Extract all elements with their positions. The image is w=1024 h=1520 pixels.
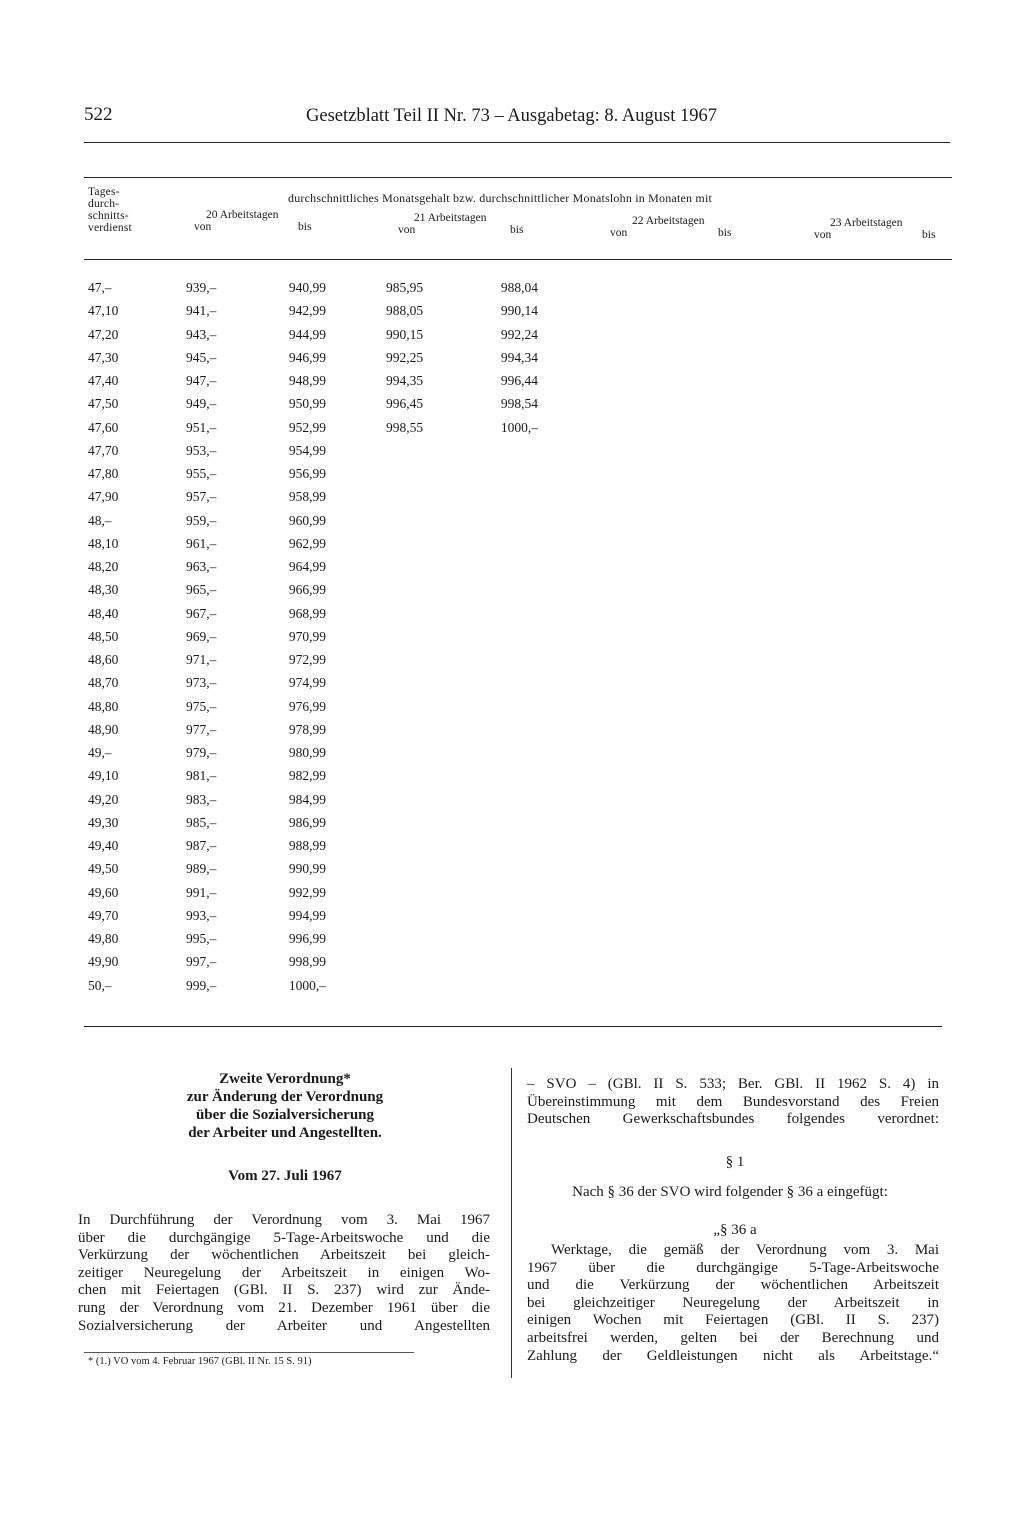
table-cell: 966,99 — [288, 582, 326, 598]
table-cell: 953,– — [186, 442, 217, 458]
table-cell: 942,99 — [288, 303, 326, 319]
table-cell: 48,70 — [88, 675, 119, 691]
table-row — [0, 768, 1024, 788]
table-cell: 47,– — [88, 280, 112, 295]
table-row — [0, 954, 1024, 974]
page-number: 522 — [84, 104, 113, 125]
text-line: – SVO – (GBl. II S. 533; Ber. GBl. II 1962 S. 4) in — [527, 1076, 939, 1092]
group-label-21: 21 Arbeitstagen — [414, 212, 487, 224]
text-line: Werktage, die gemäß der Verordnung vom 3. Mai — [551, 1242, 939, 1258]
table-cell: 984,99 — [288, 791, 326, 807]
text-line: zeitiger Neuregelung der Arbeitszeit in einigen Wo- — [78, 1264, 490, 1281]
table-cell: 948,99 — [288, 373, 326, 388]
table-row — [0, 792, 1024, 812]
table-row — [0, 722, 1024, 742]
text-line: In Durchführung der Verordnung vom 3. Mai 1967 — [78, 1212, 490, 1228]
table-cell: 994,35 — [386, 373, 424, 388]
section-intro: Nach § 36 der SVO wird folgender § 36 a eingefügt: — [572, 1184, 888, 1200]
table-cell: 999,– — [186, 977, 217, 993]
group-from-23: von — [814, 229, 832, 241]
table-cell: 988,99 — [288, 838, 326, 853]
table-row — [0, 303, 1024, 323]
text-line: 1967 über die durchgängige 5-Tage-Arbeitswoche — [527, 1259, 939, 1276]
table-cell: 47,60 — [88, 419, 119, 435]
table-cell: 943,– — [186, 326, 217, 342]
table-cell: 1000,– — [500, 419, 538, 435]
row-header-line: Tages- — [88, 186, 120, 198]
table-cell: 49,70 — [88, 907, 119, 923]
table-row — [0, 978, 1024, 998]
table-row — [0, 699, 1024, 719]
table-cell: 982,99 — [288, 768, 326, 784]
text-line: Zahlung der Geldleistungen nicht als Arbeitstage.“ — [527, 1347, 939, 1364]
table-cell: 988,04 — [500, 280, 538, 295]
text-line: und die Verkürzung der wöchentlichen Arbeitszeit — [527, 1277, 939, 1294]
table-cell: 995,– — [186, 931, 217, 946]
table-row — [0, 373, 1024, 393]
table-cell: 49,60 — [88, 884, 119, 900]
group-to-21: bis — [510, 224, 524, 236]
table-cell: 993,– — [186, 907, 217, 923]
table-cell: 994,34 — [500, 349, 538, 365]
table-cell: 998,55 — [386, 419, 424, 435]
table-row — [0, 885, 1024, 905]
table-cell: 959,– — [186, 512, 217, 528]
table-cell: 944,99 — [288, 326, 326, 342]
table-cell: 941,– — [186, 303, 217, 319]
table-cell: 946,99 — [288, 349, 326, 365]
preamble-continuation — [527, 1076, 939, 1129]
table-cell: 990,14 — [500, 303, 538, 319]
table-row — [0, 629, 1024, 649]
table-cell: 963,– — [186, 559, 217, 574]
footnote-rule — [84, 1352, 414, 1353]
table-row — [0, 350, 1024, 370]
table-cell: 49,30 — [88, 814, 119, 830]
text-line: rung der Verordnung vom 21. Dezember 1961 über die — [78, 1299, 490, 1316]
table-cell: 997,– — [186, 954, 217, 970]
table-cell: 975,– — [186, 698, 217, 714]
table-cell: 987,– — [186, 838, 217, 853]
text-line: chen mit Feiertagen (GBl. II S. 237) wird zur Ände- — [78, 1282, 490, 1299]
table-cell: 981,– — [186, 768, 217, 784]
running-head: Gesetzblatt Teil II Nr. 73 – Ausgabetag: 8. August 1967 — [306, 106, 717, 126]
table-cell: 952,99 — [288, 419, 326, 435]
table-cell: 974,99 — [288, 675, 326, 691]
group-label-23: 23 Arbeitstagen — [830, 217, 903, 229]
title-line: über die Sozialversicherung — [195, 1107, 375, 1123]
table-cell: 990,99 — [288, 861, 326, 877]
table-cell: 50,– — [88, 977, 112, 993]
table-cell: 48,60 — [88, 652, 119, 667]
table-cell: 47,80 — [88, 466, 119, 481]
table-cell: 961,– — [186, 535, 217, 551]
table-row — [0, 908, 1024, 928]
table-cell: 965,– — [186, 582, 217, 598]
table-row — [0, 931, 1024, 951]
table-cell: 976,99 — [288, 698, 326, 714]
table-cell: 49,10 — [88, 768, 119, 784]
table-cell: 47,90 — [88, 489, 119, 505]
table-cell: 49,– — [88, 745, 112, 760]
table-cell: 958,99 — [288, 489, 326, 505]
table-row — [0, 396, 1024, 416]
table-row — [0, 838, 1024, 858]
table-cell: 47,10 — [88, 303, 119, 319]
text-line: über die durchgängige 5-Tage-Arbeitswoche und die — [78, 1229, 490, 1246]
table-cell: 996,44 — [500, 373, 538, 388]
footnote: * (1.) VO vom 4. Februar 1967 (GBl. II Nr. 15 S. 91) — [88, 1356, 312, 1367]
table-cell: 978,99 — [288, 721, 326, 737]
table-cell: 956,99 — [288, 466, 326, 481]
group-from-20: von — [194, 221, 212, 233]
table-row — [0, 861, 1024, 881]
table-cell: 48,10 — [88, 535, 119, 551]
table-cell: 951,– — [186, 419, 217, 435]
table-cell: 980,99 — [288, 745, 326, 760]
table-cell: 994,99 — [288, 907, 326, 923]
table-top-rule — [84, 177, 952, 178]
table-cell: 967,– — [186, 605, 217, 621]
table-cell: 940,99 — [288, 280, 326, 295]
table-cell: 992,25 — [386, 349, 424, 365]
table-cell: 48,80 — [88, 698, 119, 714]
table-cell: 964,99 — [288, 559, 326, 574]
header-rule — [84, 142, 950, 143]
table-row — [0, 582, 1024, 602]
table-row — [0, 559, 1024, 579]
article-title — [120, 1070, 450, 1142]
table-cell: 992,99 — [288, 884, 326, 900]
table-row — [0, 489, 1024, 509]
title-line: zur Änderung der Verordnung — [186, 1089, 384, 1105]
table-cell: 48,30 — [88, 582, 119, 598]
table-cell: 992,24 — [500, 326, 538, 342]
table-cell: 985,– — [186, 814, 217, 830]
table-cell: 991,– — [186, 884, 217, 900]
table-cell: 962,99 — [288, 535, 326, 551]
table-cell: 989,– — [186, 861, 217, 877]
group-label-20: 20 Arbeitstagen — [206, 209, 279, 221]
table-cell: 47,70 — [88, 442, 119, 458]
table-cell: 996,45 — [386, 396, 424, 412]
table-row — [0, 652, 1024, 672]
table-row — [0, 443, 1024, 463]
table-cell: 49,80 — [88, 931, 119, 946]
table-cell: 998,54 — [500, 396, 538, 412]
table-cell: 950,99 — [288, 396, 326, 412]
table-cell: 954,99 — [288, 442, 326, 458]
text-line: Sozialversicherung der Arbeiter und Angestellten — [78, 1317, 490, 1334]
table-row — [0, 745, 1024, 765]
group-to-20: bis — [298, 221, 312, 233]
table-cell: 970,99 — [288, 628, 326, 644]
table-cell: 973,– — [186, 675, 217, 691]
table-row — [0, 536, 1024, 556]
table-cell: 968,99 — [288, 605, 326, 621]
table-cell: 955,– — [186, 466, 217, 481]
row-header-line: schnitts- — [88, 210, 129, 222]
table-cell: 47,30 — [88, 349, 119, 365]
table-cell: 972,99 — [288, 652, 326, 667]
table-cell: 48,20 — [88, 559, 119, 574]
table-row — [0, 675, 1024, 695]
table-bottom-rule — [84, 1026, 942, 1027]
row-header-line: verdienst — [88, 222, 132, 234]
row-header-line: durch- — [88, 198, 120, 210]
table-cell: 48,– — [88, 512, 112, 528]
table-cell: 48,40 — [88, 605, 119, 621]
text-line: einigen Wochen mit Feiertagen (GBl. II S. 237) — [527, 1312, 939, 1329]
table-row — [0, 815, 1024, 835]
preamble-paragraph — [78, 1212, 490, 1335]
table-cell: 49,20 — [88, 791, 119, 807]
table-cell: 983,– — [186, 791, 217, 807]
table-cell: 1000,– — [288, 977, 326, 993]
text-line: Deutschen Gewerkschaftsbundes folgendes verordnet: — [527, 1111, 939, 1128]
table-row — [0, 513, 1024, 533]
column-group-header: durchschnittliches Monatsgehalt bzw. durchschnittlicher Monatslohn in Monaten mit — [288, 191, 713, 205]
table-cell: 48,50 — [88, 628, 119, 644]
table-cell: 985,95 — [386, 280, 424, 295]
text-line: Verkürzung der wöchentlichen Arbeitszeit bei gleich- — [78, 1247, 490, 1264]
column-divider — [511, 1068, 512, 1378]
table-row — [0, 327, 1024, 347]
table-cell: 47,50 — [88, 396, 119, 412]
table-row — [0, 280, 1024, 300]
table-cell: 945,– — [186, 349, 217, 365]
table-cell: 960,99 — [288, 512, 326, 528]
table-cell: 49,90 — [88, 954, 119, 970]
table-header-rule — [84, 259, 952, 260]
group-label-22: 22 Arbeitstagen — [632, 215, 705, 227]
table-cell: 990,15 — [386, 326, 424, 342]
table-row — [0, 466, 1024, 486]
section-text — [527, 1242, 939, 1365]
table-row — [0, 420, 1024, 440]
group-from-22: von — [610, 227, 628, 239]
subsection-heading: „§ 36 a — [713, 1222, 757, 1238]
table-cell: 47,20 — [88, 326, 119, 342]
table-cell: 48,90 — [88, 721, 119, 737]
row-header-label — [88, 186, 178, 234]
section-heading: § 1 — [725, 1154, 745, 1170]
table-cell: 957,– — [186, 489, 217, 505]
table-cell: 49,40 — [88, 838, 119, 853]
text-line: bei gleichzeitiger Neuregelung der Arbeitszeit in — [527, 1294, 939, 1311]
group-to-23: bis — [922, 229, 936, 241]
title-line: Zweite Verordnung* — [219, 1071, 351, 1087]
table-row — [0, 606, 1024, 626]
table-cell: 979,– — [186, 745, 217, 760]
group-from-21: von — [398, 224, 416, 236]
table-cell: 47,40 — [88, 373, 119, 388]
text-line: arbeitsfrei werden, gelten bei der Berechnung und — [527, 1329, 939, 1346]
table-cell: 947,– — [186, 373, 217, 388]
group-to-22: bis — [718, 227, 732, 239]
table-cell: 939,– — [186, 280, 217, 295]
text-line: Übereinstimmung mit dem Bundesvorstand des Freien — [527, 1093, 939, 1110]
table-cell: 977,– — [186, 721, 217, 737]
table-cell: 971,– — [186, 652, 217, 667]
table-cell: 49,50 — [88, 861, 119, 877]
table-cell: 986,99 — [288, 814, 326, 830]
table-cell: 996,99 — [288, 931, 326, 946]
title-line: der Arbeiter und Angestellten. — [188, 1125, 382, 1141]
table-cell: 998,99 — [288, 954, 326, 970]
table-cell: 949,– — [186, 396, 217, 412]
article-date: Vom 27. Juli 1967 — [228, 1168, 342, 1184]
table-cell: 969,– — [186, 628, 217, 644]
table-cell: 988,05 — [386, 303, 424, 319]
